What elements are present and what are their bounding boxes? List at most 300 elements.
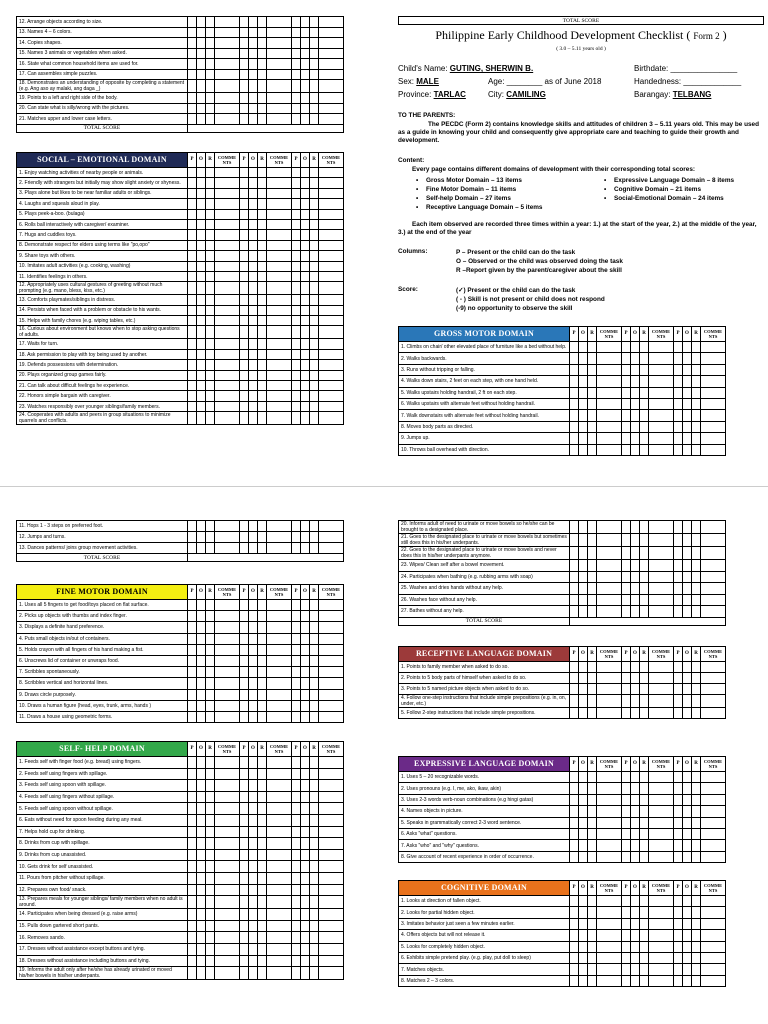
check-cell[interactable] [206, 305, 215, 315]
check-cell[interactable] [240, 38, 249, 49]
check-cell[interactable] [310, 838, 319, 850]
check-cell[interactable] [249, 711, 258, 722]
comments-cell[interactable] [701, 342, 726, 353]
comments-cell[interactable] [319, 282, 344, 295]
check-cell[interactable] [249, 955, 258, 967]
comments-cell[interactable] [215, 80, 240, 93]
check-cell[interactable] [249, 655, 258, 666]
check-cell[interactable] [631, 930, 640, 941]
check-cell[interactable] [249, 261, 258, 271]
comments-cell[interactable] [319, 521, 344, 532]
check-cell[interactable] [640, 952, 649, 963]
check-cell[interactable] [588, 410, 597, 421]
check-cell[interactable] [640, 794, 649, 805]
check-cell[interactable] [640, 851, 649, 862]
check-cell[interactable] [197, 826, 206, 838]
check-cell[interactable] [197, 27, 206, 38]
check-cell[interactable] [301, 271, 310, 281]
comments-cell[interactable] [267, 48, 292, 59]
check-cell[interactable] [249, 240, 258, 250]
check-cell[interactable] [570, 534, 579, 547]
check-cell[interactable] [640, 560, 649, 572]
check-cell[interactable] [197, 814, 206, 826]
check-cell[interactable] [258, 849, 267, 861]
comments-cell[interactable] [215, 370, 240, 380]
check-cell[interactable] [249, 339, 258, 349]
check-cell[interactable] [206, 381, 215, 391]
check-cell[interactable] [631, 606, 640, 618]
comments-cell[interactable] [267, 711, 292, 722]
comments-cell[interactable] [267, 209, 292, 219]
check-cell[interactable] [240, 103, 249, 114]
check-cell[interactable] [674, 534, 683, 547]
check-cell[interactable] [588, 606, 597, 618]
check-cell[interactable] [188, 849, 197, 861]
check-cell[interactable] [692, 896, 701, 907]
check-cell[interactable] [188, 543, 197, 554]
check-cell[interactable] [570, 794, 579, 805]
comments-cell[interactable] [319, 93, 344, 104]
check-cell[interactable] [640, 571, 649, 583]
check-cell[interactable] [692, 695, 701, 708]
check-cell[interactable] [683, 547, 692, 560]
comments-cell[interactable] [215, 611, 240, 622]
check-cell[interactable] [579, 840, 588, 851]
comments-cell[interactable] [215, 622, 240, 633]
check-cell[interactable] [640, 594, 649, 606]
comments-cell[interactable] [597, 918, 622, 929]
check-cell[interactable] [692, 364, 701, 375]
check-cell[interactable] [692, 410, 701, 421]
check-cell[interactable] [292, 360, 301, 370]
check-cell[interactable] [188, 826, 197, 838]
comments-cell[interactable] [649, 695, 674, 708]
check-cell[interactable] [301, 209, 310, 219]
comments-cell[interactable] [701, 410, 726, 421]
comments-cell[interactable] [701, 583, 726, 595]
check-cell[interactable] [674, 342, 683, 353]
check-cell[interactable] [258, 814, 267, 826]
check-cell[interactable] [640, 444, 649, 455]
check-cell[interactable] [579, 794, 588, 805]
check-cell[interactable] [240, 295, 249, 305]
comments-cell[interactable] [319, 80, 344, 93]
check-cell[interactable] [631, 353, 640, 364]
check-cell[interactable] [640, 930, 649, 941]
comments-cell[interactable] [701, 964, 726, 975]
check-cell[interactable] [206, 349, 215, 359]
comments-cell[interactable] [215, 93, 240, 104]
check-cell[interactable] [301, 93, 310, 104]
check-cell[interactable] [579, 828, 588, 839]
check-cell[interactable] [579, 918, 588, 929]
comments-cell[interactable] [215, 271, 240, 281]
check-cell[interactable] [258, 401, 267, 411]
check-cell[interactable] [240, 955, 249, 967]
comments-cell[interactable] [215, 633, 240, 644]
check-cell[interactable] [292, 667, 301, 678]
check-cell[interactable] [197, 967, 206, 980]
check-cell[interactable] [683, 783, 692, 794]
check-cell[interactable] [674, 952, 683, 963]
check-cell[interactable] [240, 391, 249, 401]
check-cell[interactable] [206, 17, 215, 28]
check-cell[interactable] [640, 433, 649, 444]
check-cell[interactable] [240, 381, 249, 391]
comments-cell[interactable] [267, 188, 292, 198]
check-cell[interactable] [188, 791, 197, 803]
comments-cell[interactable] [649, 896, 674, 907]
comments-cell[interactable] [215, 644, 240, 655]
check-cell[interactable] [249, 305, 258, 315]
check-cell[interactable] [301, 412, 310, 425]
check-cell[interactable] [640, 684, 649, 695]
check-cell[interactable] [188, 114, 197, 125]
check-cell[interactable] [579, 444, 588, 455]
check-cell[interactable] [301, 791, 310, 803]
check-cell[interactable] [631, 444, 640, 455]
check-cell[interactable] [249, 271, 258, 281]
check-cell[interactable] [258, 326, 267, 339]
check-cell[interactable] [310, 339, 319, 349]
check-cell[interactable] [692, 772, 701, 783]
check-cell[interactable] [310, 814, 319, 826]
check-cell[interactable] [197, 271, 206, 281]
check-cell[interactable] [292, 532, 301, 543]
check-cell[interactable] [188, 920, 197, 932]
check-cell[interactable] [674, 421, 683, 432]
check-cell[interactable] [310, 27, 319, 38]
check-cell[interactable] [258, 644, 267, 655]
check-cell[interactable] [640, 534, 649, 547]
check-cell[interactable] [622, 376, 631, 387]
check-cell[interactable] [683, 828, 692, 839]
check-cell[interactable] [570, 342, 579, 353]
comments-cell[interactable] [267, 93, 292, 104]
comments-cell[interactable] [597, 410, 622, 421]
check-cell[interactable] [292, 920, 301, 932]
comments-cell[interactable] [319, 803, 344, 815]
check-cell[interactable] [310, 757, 319, 769]
check-cell[interactable] [310, 711, 319, 722]
check-cell[interactable] [310, 826, 319, 838]
check-cell[interactable] [197, 611, 206, 622]
check-cell[interactable] [310, 381, 319, 391]
check-cell[interactable] [588, 794, 597, 805]
comments-cell[interactable] [701, 896, 726, 907]
check-cell[interactable] [206, 69, 215, 80]
comments-cell[interactable] [215, 178, 240, 188]
check-cell[interactable] [240, 240, 249, 250]
comments-cell[interactable] [215, 412, 240, 425]
check-cell[interactable] [292, 967, 301, 980]
comments-cell[interactable] [319, 943, 344, 955]
check-cell[interactable] [579, 708, 588, 719]
check-cell[interactable] [258, 209, 267, 219]
comments-cell[interactable] [319, 838, 344, 850]
check-cell[interactable] [240, 316, 249, 326]
check-cell[interactable] [197, 943, 206, 955]
comments-cell[interactable] [701, 421, 726, 432]
check-cell[interactable] [249, 17, 258, 28]
check-cell[interactable] [188, 896, 197, 909]
comments-cell[interactable] [597, 376, 622, 387]
check-cell[interactable] [588, 521, 597, 534]
check-cell[interactable] [570, 673, 579, 684]
comments-cell[interactable] [215, 655, 240, 666]
check-cell[interactable] [674, 783, 683, 794]
comments-cell[interactable] [215, 103, 240, 114]
check-cell[interactable] [622, 941, 631, 952]
check-cell[interactable] [249, 391, 258, 401]
check-cell[interactable] [197, 543, 206, 554]
check-cell[interactable] [292, 209, 301, 219]
check-cell[interactable] [570, 547, 579, 560]
comments-cell[interactable] [267, 339, 292, 349]
check-cell[interactable] [622, 673, 631, 684]
check-cell[interactable] [258, 838, 267, 850]
check-cell[interactable] [188, 861, 197, 873]
check-cell[interactable] [631, 941, 640, 952]
check-cell[interactable] [674, 918, 683, 929]
check-cell[interactable] [249, 80, 258, 93]
check-cell[interactable] [292, 849, 301, 861]
comments-cell[interactable] [597, 840, 622, 851]
check-cell[interactable] [197, 168, 206, 178]
check-cell[interactable] [188, 103, 197, 114]
comments-cell[interactable] [215, 391, 240, 401]
check-cell[interactable] [206, 93, 215, 104]
check-cell[interactable] [692, 794, 701, 805]
comments-cell[interactable] [701, 828, 726, 839]
check-cell[interactable] [570, 695, 579, 708]
comments-cell[interactable] [267, 178, 292, 188]
check-cell[interactable] [188, 633, 197, 644]
check-cell[interactable] [206, 896, 215, 909]
check-cell[interactable] [588, 896, 597, 907]
check-cell[interactable] [188, 644, 197, 655]
comments-cell[interactable] [701, 606, 726, 618]
check-cell[interactable] [197, 178, 206, 188]
check-cell[interactable] [258, 633, 267, 644]
check-cell[interactable] [631, 534, 640, 547]
check-cell[interactable] [674, 941, 683, 952]
check-cell[interactable] [631, 952, 640, 963]
check-cell[interactable] [292, 401, 301, 411]
check-cell[interactable] [588, 772, 597, 783]
comments-cell[interactable] [215, 872, 240, 884]
comments-cell[interactable] [701, 571, 726, 583]
comments-cell[interactable] [649, 828, 674, 839]
comments-cell[interactable] [267, 678, 292, 689]
check-cell[interactable] [301, 282, 310, 295]
check-cell[interactable] [631, 695, 640, 708]
comments-cell[interactable] [215, 896, 240, 909]
check-cell[interactable] [640, 353, 649, 364]
check-cell[interactable] [206, 219, 215, 229]
check-cell[interactable] [301, 838, 310, 850]
check-cell[interactable] [188, 230, 197, 240]
check-cell[interactable] [188, 600, 197, 611]
check-cell[interactable] [206, 655, 215, 666]
check-cell[interactable] [631, 772, 640, 783]
check-cell[interactable] [310, 209, 319, 219]
comments-cell[interactable] [319, 370, 344, 380]
check-cell[interactable] [301, 943, 310, 955]
check-cell[interactable] [188, 768, 197, 780]
comments-cell[interactable] [649, 560, 674, 572]
check-cell[interactable] [674, 606, 683, 618]
check-cell[interactable] [249, 689, 258, 700]
check-cell[interactable] [631, 376, 640, 387]
check-cell[interactable] [570, 444, 579, 455]
comments-cell[interactable] [649, 817, 674, 828]
check-cell[interactable] [570, 952, 579, 963]
check-cell[interactable] [197, 381, 206, 391]
check-cell[interactable] [249, 295, 258, 305]
check-cell[interactable] [188, 360, 197, 370]
comments-cell[interactable] [215, 838, 240, 850]
check-cell[interactable] [631, 918, 640, 929]
check-cell[interactable] [683, 794, 692, 805]
check-cell[interactable] [301, 219, 310, 229]
check-cell[interactable] [197, 768, 206, 780]
check-cell[interactable] [310, 38, 319, 49]
check-cell[interactable] [301, 920, 310, 932]
check-cell[interactable] [640, 828, 649, 839]
check-cell[interactable] [258, 295, 267, 305]
check-cell[interactable] [188, 339, 197, 349]
check-cell[interactable] [588, 583, 597, 595]
check-cell[interactable] [292, 69, 301, 80]
check-cell[interactable] [258, 932, 267, 944]
check-cell[interactable] [310, 622, 319, 633]
comments-cell[interactable] [319, 219, 344, 229]
check-cell[interactable] [310, 230, 319, 240]
check-cell[interactable] [249, 199, 258, 209]
check-cell[interactable] [692, 840, 701, 851]
check-cell[interactable] [570, 594, 579, 606]
check-cell[interactable] [674, 353, 683, 364]
check-cell[interactable] [674, 851, 683, 862]
check-cell[interactable] [188, 532, 197, 543]
check-cell[interactable] [292, 543, 301, 554]
comments-cell[interactable] [319, 689, 344, 700]
check-cell[interactable] [292, 168, 301, 178]
check-cell[interactable] [292, 178, 301, 188]
check-cell[interactable] [570, 421, 579, 432]
check-cell[interactable] [206, 271, 215, 281]
check-cell[interactable] [197, 349, 206, 359]
check-cell[interactable] [206, 955, 215, 967]
check-cell[interactable] [258, 261, 267, 271]
check-cell[interactable] [570, 828, 579, 839]
check-cell[interactable] [683, 975, 692, 986]
check-cell[interactable] [240, 849, 249, 861]
comments-cell[interactable] [267, 401, 292, 411]
comments-cell[interactable] [319, 295, 344, 305]
comments-cell[interactable] [319, 757, 344, 769]
comments-cell[interactable] [267, 633, 292, 644]
check-cell[interactable] [249, 872, 258, 884]
check-cell[interactable] [310, 412, 319, 425]
check-cell[interactable] [249, 600, 258, 611]
check-cell[interactable] [692, 444, 701, 455]
check-cell[interactable] [197, 412, 206, 425]
check-cell[interactable] [622, 342, 631, 353]
check-cell[interactable] [240, 305, 249, 315]
check-cell[interactable] [579, 806, 588, 817]
check-cell[interactable] [292, 271, 301, 281]
comments-cell[interactable] [701, 353, 726, 364]
comments-cell[interactable] [267, 521, 292, 532]
check-cell[interactable] [640, 521, 649, 534]
comments-cell[interactable] [215, 521, 240, 532]
check-cell[interactable] [206, 884, 215, 896]
check-cell[interactable] [240, 339, 249, 349]
check-cell[interactable] [240, 188, 249, 198]
check-cell[interactable] [683, 583, 692, 595]
comments-cell[interactable] [597, 975, 622, 986]
comments-cell[interactable] [267, 295, 292, 305]
check-cell[interactable] [622, 783, 631, 794]
check-cell[interactable] [588, 376, 597, 387]
check-cell[interactable] [310, 655, 319, 666]
check-cell[interactable] [622, 547, 631, 560]
check-cell[interactable] [301, 339, 310, 349]
check-cell[interactable] [206, 114, 215, 125]
check-cell[interactable] [197, 188, 206, 198]
check-cell[interactable] [301, 178, 310, 188]
check-cell[interactable] [301, 168, 310, 178]
comments-cell[interactable] [701, 794, 726, 805]
check-cell[interactable] [258, 168, 267, 178]
check-cell[interactable] [310, 896, 319, 909]
check-cell[interactable] [249, 611, 258, 622]
comments-cell[interactable] [319, 103, 344, 114]
check-cell[interactable] [631, 817, 640, 828]
comments-cell[interactable] [215, 943, 240, 955]
check-cell[interactable] [640, 708, 649, 719]
check-cell[interactable] [683, 342, 692, 353]
comments-cell[interactable] [319, 861, 344, 873]
comments-cell[interactable] [649, 851, 674, 862]
check-cell[interactable] [301, 240, 310, 250]
check-cell[interactable] [292, 349, 301, 359]
check-cell[interactable] [258, 114, 267, 125]
check-cell[interactable] [640, 547, 649, 560]
comments-cell[interactable] [319, 711, 344, 722]
check-cell[interactable] [683, 806, 692, 817]
check-cell[interactable] [588, 547, 597, 560]
check-cell[interactable] [674, 673, 683, 684]
check-cell[interactable] [301, 199, 310, 209]
check-cell[interactable] [570, 583, 579, 595]
comments-cell[interactable] [597, 695, 622, 708]
check-cell[interactable] [310, 521, 319, 532]
check-cell[interactable] [188, 17, 197, 28]
comments-cell[interactable] [649, 364, 674, 375]
check-cell[interactable] [249, 849, 258, 861]
check-cell[interactable] [622, 964, 631, 975]
check-cell[interactable] [631, 547, 640, 560]
check-cell[interactable] [249, 814, 258, 826]
check-cell[interactable] [570, 708, 579, 719]
check-cell[interactable] [292, 188, 301, 198]
check-cell[interactable] [570, 941, 579, 952]
check-cell[interactable] [579, 772, 588, 783]
check-cell[interactable] [640, 783, 649, 794]
